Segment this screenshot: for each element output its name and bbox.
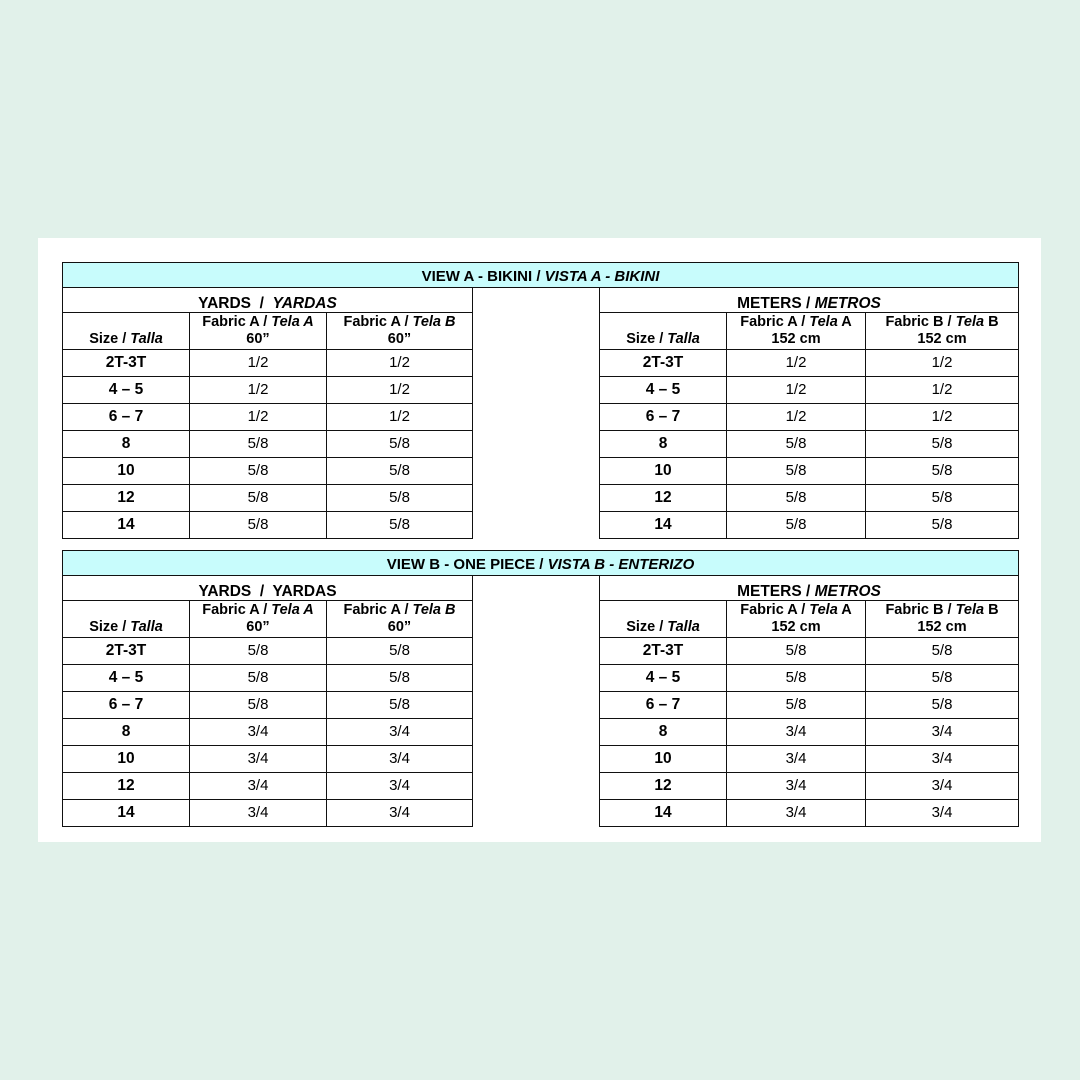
fabric-b-column-header: Fabric A / Tela B 60” bbox=[327, 313, 473, 350]
fabric-a-column-header: Fabric A / Tela A 152 cm bbox=[727, 313, 866, 350]
fabric-a-cell: 3/4 bbox=[190, 719, 327, 746]
table-row bbox=[63, 665, 473, 692]
meterage-grid bbox=[599, 312, 1019, 539]
table-row bbox=[63, 800, 473, 827]
fabric-b-cell: 5/8 bbox=[327, 692, 473, 719]
size-cell: 6 – 7 bbox=[600, 692, 727, 719]
size-cell: 14 bbox=[63, 512, 190, 539]
fabric-b-column-header: Fabric B / Tela B 152 cm bbox=[866, 313, 1019, 350]
size-cell: 12 bbox=[63, 773, 190, 800]
fabric-b-cell: 1/2 bbox=[327, 404, 473, 431]
table-row bbox=[63, 458, 473, 485]
fabric-b-cell: 5/8 bbox=[327, 512, 473, 539]
fabric-b-cell: 5/8 bbox=[866, 512, 1019, 539]
size-cell: 14 bbox=[600, 800, 727, 827]
size-cell: 8 bbox=[63, 431, 190, 458]
fabric-a-cell: 5/8 bbox=[727, 665, 866, 692]
fabric-b-cell: 3/4 bbox=[327, 719, 473, 746]
size-cell: 6 – 7 bbox=[600, 404, 727, 431]
fabric-a-cell: 3/4 bbox=[190, 773, 327, 800]
table-row bbox=[63, 719, 473, 746]
table-row bbox=[63, 431, 473, 458]
fabric-a-cell: 1/2 bbox=[727, 377, 866, 404]
fabric-a-cell: 5/8 bbox=[727, 638, 866, 665]
size-cell: 10 bbox=[600, 458, 727, 485]
size-cell: 10 bbox=[63, 458, 190, 485]
fabric-a-cell: 5/8 bbox=[190, 692, 327, 719]
table-row bbox=[600, 485, 1019, 512]
table-row bbox=[600, 773, 1019, 800]
fabric-a-cell: 5/8 bbox=[190, 458, 327, 485]
size-cell: 12 bbox=[600, 485, 727, 512]
yards-heading: YARDS / YARDAS bbox=[62, 575, 473, 600]
size-cell: 14 bbox=[63, 800, 190, 827]
fabric-b-cell: 5/8 bbox=[327, 665, 473, 692]
view-a-meters-table bbox=[599, 287, 1019, 533]
fabric-a-cell: 5/8 bbox=[727, 431, 866, 458]
view-a-yards-table bbox=[62, 287, 473, 533]
table-row bbox=[63, 773, 473, 800]
fabric-a-cell: 1/2 bbox=[727, 404, 866, 431]
fabric-b-cell: 5/8 bbox=[327, 485, 473, 512]
table-row bbox=[600, 665, 1019, 692]
fabric-b-cell: 5/8 bbox=[866, 665, 1019, 692]
table-row bbox=[600, 512, 1019, 539]
size-cell: 14 bbox=[600, 512, 727, 539]
fabric-a-cell: 3/4 bbox=[727, 800, 866, 827]
fabric-b-column-header: Fabric A / Tela B 60” bbox=[327, 601, 473, 638]
fabric-a-cell: 5/8 bbox=[727, 512, 866, 539]
size-cell: 12 bbox=[63, 485, 190, 512]
table-row bbox=[600, 431, 1019, 458]
table-row bbox=[63, 692, 473, 719]
meterage-grid bbox=[599, 600, 1019, 827]
size-cell: 10 bbox=[600, 746, 727, 773]
fabric-b-cell: 1/2 bbox=[866, 377, 1019, 404]
size-column-header: Size / Talla bbox=[63, 313, 190, 350]
table-row bbox=[600, 350, 1019, 377]
view-b-yards-table bbox=[62, 575, 473, 821]
table-row bbox=[600, 458, 1019, 485]
view-b-title: VIEW B - ONE PIECE / VISTA B - ENTERIZO bbox=[62, 550, 1019, 576]
table-row bbox=[600, 800, 1019, 827]
table-row bbox=[63, 638, 473, 665]
fabric-a-cell: 3/4 bbox=[190, 746, 327, 773]
fabric-a-column-header: Fabric A / Tela A 152 cm bbox=[727, 601, 866, 638]
yardage-grid bbox=[62, 600, 473, 827]
fabric-a-cell: 5/8 bbox=[190, 512, 327, 539]
fabric-a-cell: 3/4 bbox=[727, 719, 866, 746]
fabric-b-cell: 5/8 bbox=[327, 638, 473, 665]
fabric-b-cell: 3/4 bbox=[866, 800, 1019, 827]
fabric-a-cell: 5/8 bbox=[190, 638, 327, 665]
meters-heading: METERS / METROS bbox=[599, 575, 1019, 600]
size-cell: 8 bbox=[600, 431, 727, 458]
size-cell: 6 – 7 bbox=[63, 404, 190, 431]
size-cell: 2T-3T bbox=[600, 638, 727, 665]
table-row bbox=[63, 512, 473, 539]
fabric-b-cell: 3/4 bbox=[866, 773, 1019, 800]
fabric-b-cell: 1/2 bbox=[866, 404, 1019, 431]
fabric-a-cell: 1/2 bbox=[190, 377, 327, 404]
fabric-b-column-header: Fabric B / Tela B 152 cm bbox=[866, 601, 1019, 638]
table-row bbox=[600, 638, 1019, 665]
yards-heading: YARDS / YARDAS bbox=[62, 287, 473, 312]
fabric-a-column-header: Fabric A / Tela A 60” bbox=[190, 601, 327, 638]
size-cell: 4 – 5 bbox=[63, 665, 190, 692]
fabric-a-cell: 1/2 bbox=[190, 350, 327, 377]
fabric-b-cell: 5/8 bbox=[866, 692, 1019, 719]
fabric-a-cell: 5/8 bbox=[727, 485, 866, 512]
table-row bbox=[600, 377, 1019, 404]
yardage-grid bbox=[62, 312, 473, 539]
fabric-b-cell: 5/8 bbox=[866, 485, 1019, 512]
fabric-b-cell: 3/4 bbox=[327, 746, 473, 773]
size-cell: 12 bbox=[600, 773, 727, 800]
fabric-a-cell: 3/4 bbox=[727, 773, 866, 800]
table-row bbox=[63, 746, 473, 773]
fabric-a-column-header: Fabric A / Tela A 60” bbox=[190, 313, 327, 350]
size-cell: 4 – 5 bbox=[600, 665, 727, 692]
fabric-b-cell: 3/4 bbox=[866, 746, 1019, 773]
size-column-header: Size / Talla bbox=[63, 601, 190, 638]
fabric-b-cell: 1/2 bbox=[327, 377, 473, 404]
meters-heading: METERS / METROS bbox=[599, 287, 1019, 312]
fabric-a-cell: 5/8 bbox=[190, 665, 327, 692]
size-cell: 2T-3T bbox=[63, 638, 190, 665]
fabric-b-cell: 1/2 bbox=[327, 350, 473, 377]
fabric-a-cell: 5/8 bbox=[727, 692, 866, 719]
fabric-b-cell: 5/8 bbox=[866, 458, 1019, 485]
size-column-header: Size / Talla bbox=[600, 313, 727, 350]
table-row bbox=[600, 719, 1019, 746]
size-column-header: Size / Talla bbox=[600, 601, 727, 638]
fabric-b-cell: 3/4 bbox=[327, 800, 473, 827]
size-cell: 4 – 5 bbox=[63, 377, 190, 404]
fabric-a-cell: 1/2 bbox=[190, 404, 327, 431]
size-cell: 2T-3T bbox=[600, 350, 727, 377]
fabric-b-cell: 5/8 bbox=[327, 458, 473, 485]
table-row bbox=[600, 746, 1019, 773]
fabric-a-cell: 1/2 bbox=[727, 350, 866, 377]
table-row bbox=[63, 485, 473, 512]
fabric-b-cell: 3/4 bbox=[866, 719, 1019, 746]
fabric-b-cell: 5/8 bbox=[866, 431, 1019, 458]
fabric-a-cell: 5/8 bbox=[727, 458, 866, 485]
size-cell: 6 – 7 bbox=[63, 692, 190, 719]
table-row bbox=[600, 692, 1019, 719]
fabric-b-cell: 5/8 bbox=[327, 431, 473, 458]
fabric-a-cell: 5/8 bbox=[190, 485, 327, 512]
size-cell: 2T-3T bbox=[63, 350, 190, 377]
fabric-a-cell: 3/4 bbox=[190, 800, 327, 827]
table-row bbox=[63, 350, 473, 377]
chart-card bbox=[38, 238, 1041, 842]
fabric-a-cell: 5/8 bbox=[190, 431, 327, 458]
view-a-title: VIEW A - BIKINI / VISTA A - BIKINI bbox=[62, 262, 1019, 288]
table-row bbox=[63, 377, 473, 404]
fabric-b-cell: 3/4 bbox=[327, 773, 473, 800]
size-cell: 8 bbox=[63, 719, 190, 746]
size-cell: 10 bbox=[63, 746, 190, 773]
fabric-a-cell: 3/4 bbox=[727, 746, 866, 773]
size-cell: 8 bbox=[600, 719, 727, 746]
view-b-meters-table bbox=[599, 575, 1019, 821]
size-cell: 4 – 5 bbox=[600, 377, 727, 404]
table-row bbox=[63, 404, 473, 431]
table-row bbox=[600, 404, 1019, 431]
fabric-b-cell: 5/8 bbox=[866, 638, 1019, 665]
fabric-b-cell: 1/2 bbox=[866, 350, 1019, 377]
